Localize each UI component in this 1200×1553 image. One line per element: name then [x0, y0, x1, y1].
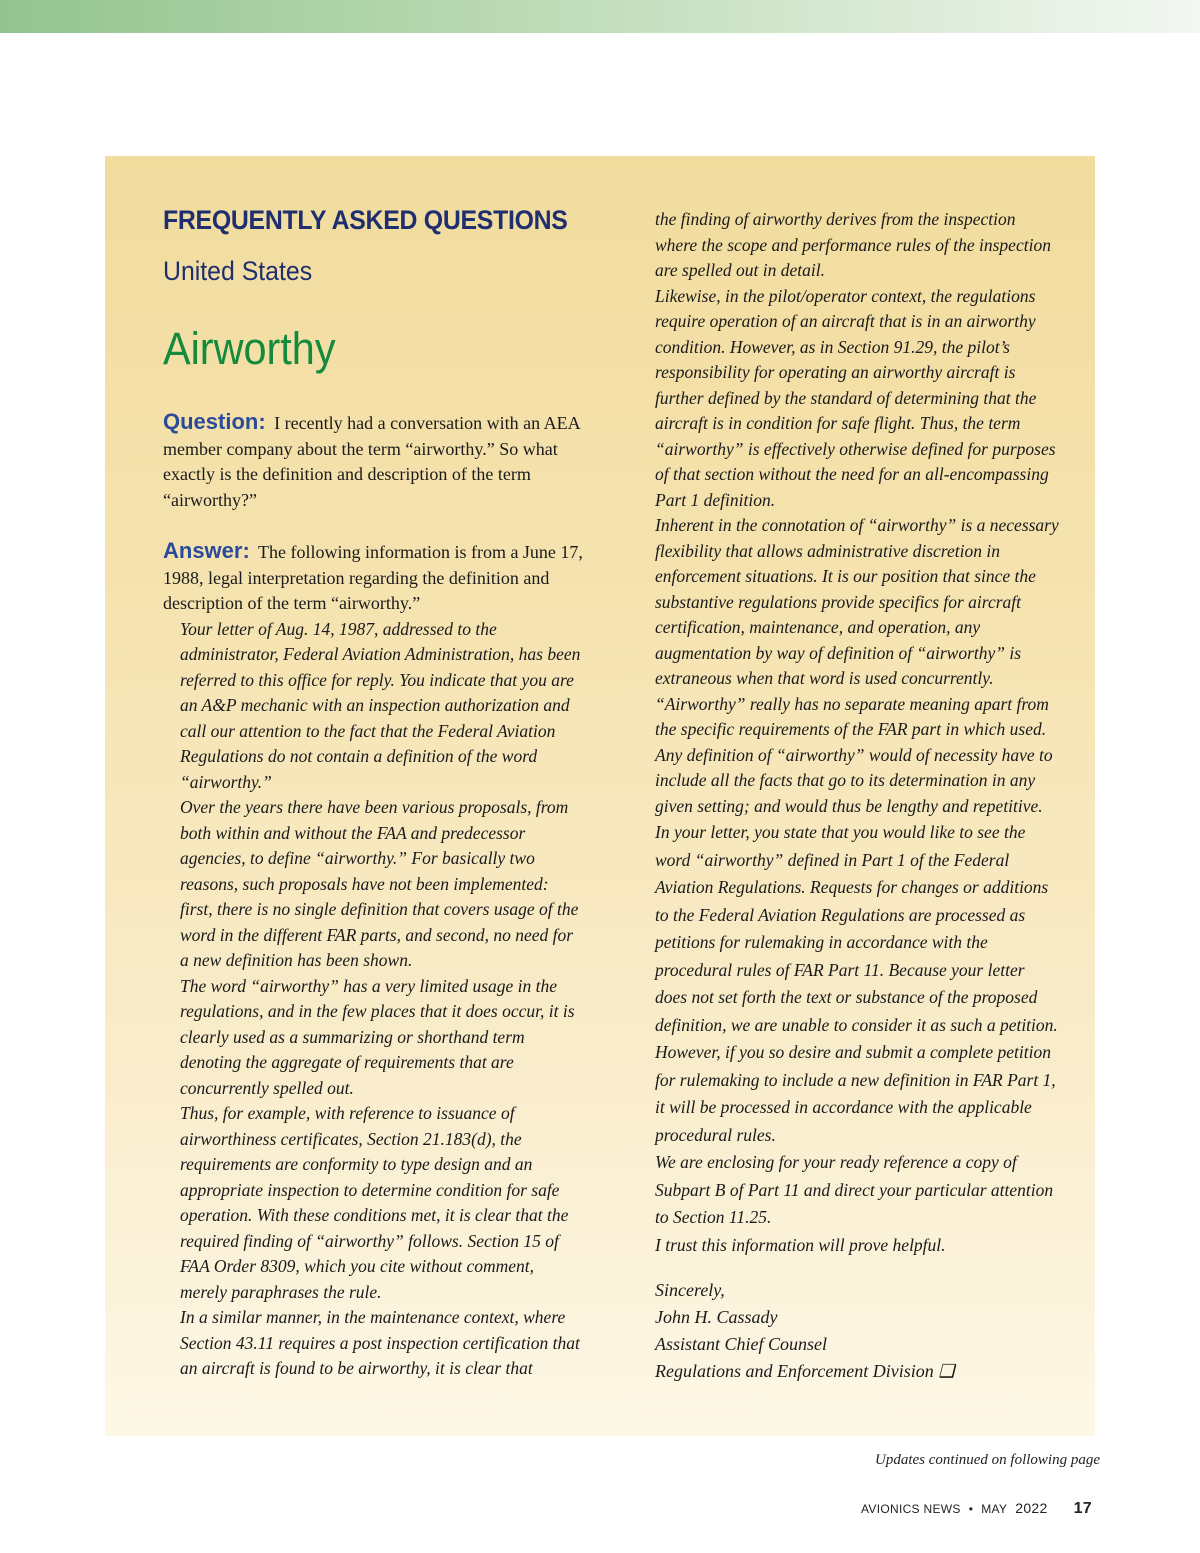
issue-month: MAY	[981, 1502, 1008, 1516]
letter-paragraph: Over the years there have been various proposals, from both within and without the FAA and predecessor agencies, to define “airworthy.” For basically two reasons, such proposals have not been implemented: first, there is no single definition that covers usage of the word in the different FAR parts, and second, no need for a new definition has been shown.	[180, 797, 579, 970]
question-text: I recently had a conversation with an AEA member company about the term “airworthy.” So what exactly is the definition and description of the term “airworthy?”	[163, 413, 580, 510]
issue-year: 2022	[1015, 1500, 1048, 1516]
letter-paragraph: The word “airworthy” has a very limited usage in the regulations, and in the few places that it does occur, it is clearly used as a summarizing or shorthand term denoting the aggregate of requirements that are concurrently spelled out.	[180, 975, 575, 1098]
letter-paragraph: We are enclosing for your ready reference a copy of Subpart B of Part 11 and direct your particular attention to Section 11.25.	[655, 1152, 1054, 1227]
letter-left-part	[180, 617, 583, 1382]
letter-paragraph: Likewise, in the pilot/operator context, the regulations require operation of an aircraft that is in an airworthy condition. However, as in Section 91.29, the pilot’s responsibility for operating an airworthy aircraft is further defined by the standard of determining that the aircraft is in condition for safe flight. Thus, the term “airworthy” is effectively otherwise defined for purposes of that section without the need for an all-encompassing Part 1 definition.	[655, 285, 1056, 510]
signoff-title: Assistant Chief Counsel	[655, 1334, 828, 1354]
page-footer	[861, 1500, 1092, 1518]
answer-text: The following information is from a June 17, 1988, legal interpretation regarding the definition and description of the term “airworthy.”	[163, 542, 583, 613]
top-color-band	[0, 0, 1200, 33]
letter-paragraph: In your letter, you state that you would like to see the word “airworthy” defined in Part 1 of the Federal Aviation Regulations. Requests for changes or additions to the Federal Aviation Regulations are processed as petitions for rulemaking in accordance with the procedural rules of FAR Part 11. Because your letter does not set forth the text or substance of the proposed definition, we are unable to consider it as such a petition. However, if you so desire and submit a complete petition for rulemaking to include a new definition in FAR Part 1, it will be processed in accordance with the applicable procedural rules.	[655, 822, 1058, 1145]
letter-paragraph: the finding of airworthy derives from the inspection where the scope and performance rules of the inspection are spelled out in detail.	[655, 209, 1051, 280]
letter-paragraph: Your letter of Aug. 14, 1987, addressed to the administrator, Federal Aviation Administration, has been referred to this office for reply. You indicate that you are an A&P mechanic with an inspection authorization and call our attention to the fact that the Federal Aviation Regulations do not contain a definition of the word “airworthy.”	[180, 618, 581, 792]
signoff-division: Regulations and Enforcement Division ❑	[655, 1361, 955, 1381]
signoff-closing: Sincerely,	[655, 1280, 725, 1300]
letter-paragraph: Inherent in the connotation of “airworthy” is a necessary flexibility that allows administrative discretion in enforcement situations. It is our position that since the substantive regulations provide specifics for aircraft certification, maintenance, and operation, any augmentation by way of definition of “airworthy” is extraneous when that word is used concurrently. “Airworthy” really has no separate meaning apart from the specific requirements of the FAR part in which used. Any definition of “airworthy” would of necessity have to include all the facts that go to its determination in any given setting; and would thus be lengthy and repetitive.	[655, 515, 1059, 816]
letter-paragraph: Thus, for example, with reference to issuance of airworthiness certificates, Section 21.183(d), the requirements are conformity to type design and an appropriate inspection to determine condition for safe operation. With these conditions met, it is clear that the required finding of “airworthy” follows. Section 15 of FAA Order 8309, which you cite without comment, merely paraphrases the rule.	[180, 1103, 569, 1302]
left-column	[163, 205, 583, 1382]
question-label: Question:	[163, 409, 266, 434]
article-title: Airworthy	[163, 323, 336, 374]
page-number: 17	[1073, 1500, 1092, 1517]
publication-name: AVIONICS NEWS	[861, 1502, 961, 1516]
letter-signoff	[655, 1277, 1060, 1385]
continued-note: Updates continued on following page	[875, 1452, 1100, 1468]
answer-block	[163, 538, 583, 617]
section-region: United States	[163, 256, 313, 286]
letter-paragraph: In a similar manner, in the maintenance context, where Section 43.11 requires a post inspection certification that an aircraft is found to be airworthy, it is clear that	[180, 1307, 580, 1378]
right-column	[655, 207, 1060, 1385]
question-block	[163, 409, 583, 513]
answer-label: Answer:	[163, 538, 250, 563]
signoff-name: John H. Cassady	[655, 1307, 778, 1327]
letter-right-part	[655, 207, 1060, 1259]
letter-paragraph: I trust this information will prove helpful.	[655, 1234, 946, 1255]
section-kicker: FREQUENTLY ASKED QUESTIONS	[163, 205, 568, 235]
footer-bullet: •	[968, 1502, 974, 1516]
